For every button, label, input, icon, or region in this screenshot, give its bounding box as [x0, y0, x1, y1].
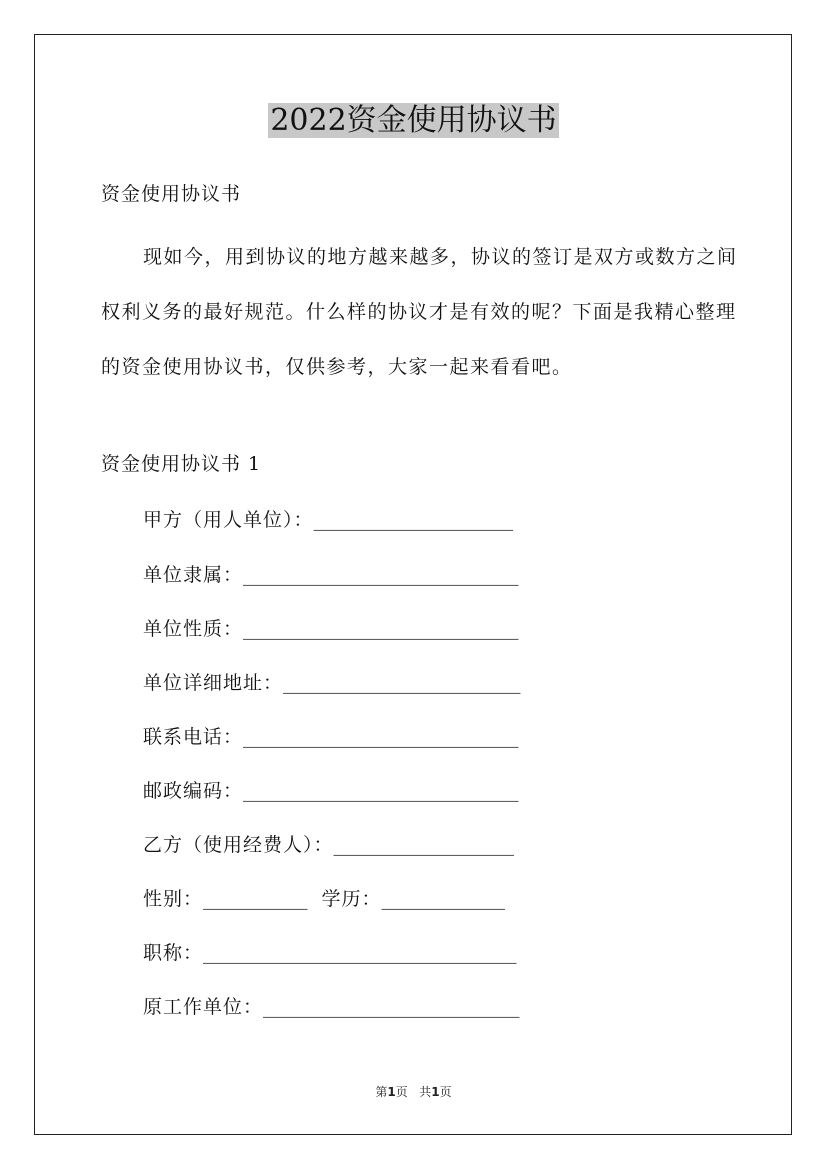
document-title-text: 2022资金使用协议书: [270, 103, 557, 138]
fill-blank: ___________________: [333, 834, 515, 856]
field-label: 职称：: [143, 942, 204, 964]
field-label: 原工作单位：: [143, 996, 264, 1018]
field-label: 单位详细地址：: [143, 672, 284, 694]
fill-blank: _________________________________: [203, 942, 517, 964]
field-title: [143, 939, 517, 967]
field-label: 邮政编码：: [143, 780, 244, 802]
document-subtitle: 资金使用协议书: [101, 183, 242, 205]
field-label: 单位隶属：: [143, 564, 244, 586]
fill-blank: _____________________: [313, 509, 514, 531]
field-address: [143, 669, 521, 697]
field-phone: [143, 723, 519, 751]
fill-blank: _____________________________: [243, 726, 519, 748]
footer-page-suffix: 页: [395, 1085, 408, 1099]
document-title: [0, 100, 827, 142]
field-former-employer: [143, 993, 520, 1021]
gender-blank: ___________: [203, 888, 308, 910]
fill-blank: _____________________________: [243, 780, 519, 802]
footer-total-prefix: 共: [419, 1085, 432, 1099]
field-affiliation: [143, 561, 519, 589]
education-blank: _____________: [381, 888, 506, 910]
field-unit-nature: [143, 615, 519, 643]
field-gender-education: [143, 885, 505, 913]
fill-blank: ___________________________: [263, 996, 520, 1018]
field-postal-code: [143, 777, 519, 805]
fill-blank: _________________________: [283, 672, 521, 694]
field-label: 甲方（用人单位）：: [143, 509, 314, 531]
intro-paragraph: 现如今，用到协议的地方越来越多，协议的签订是双方或数方之间权利义务的最好规范。什么样的协议才是有效的呢？下面是我精心整理的资金使用协议书，仅供参考，大家一起来看看吧。: [101, 246, 738, 378]
footer-total-suffix: 页: [439, 1085, 452, 1099]
footer-total-number: 1: [431, 1085, 440, 1099]
gender-label: 性别：: [143, 888, 204, 910]
field-label: 单位性质：: [143, 618, 244, 640]
section-heading: 资金使用协议书 1: [101, 453, 262, 475]
page-footer: [0, 1083, 827, 1101]
field-party-b: [143, 831, 514, 859]
footer-page-prefix: 第: [375, 1085, 388, 1099]
fill-blank: _____________________________: [243, 564, 519, 586]
field-label: 联系电话：: [143, 726, 244, 748]
field-party-a: [143, 506, 513, 534]
footer-page-number: 1: [387, 1085, 396, 1099]
field-label: 乙方（使用经费人）：: [143, 834, 334, 856]
fill-blank: _____________________________: [243, 618, 519, 640]
education-label: 学历：: [321, 888, 382, 910]
